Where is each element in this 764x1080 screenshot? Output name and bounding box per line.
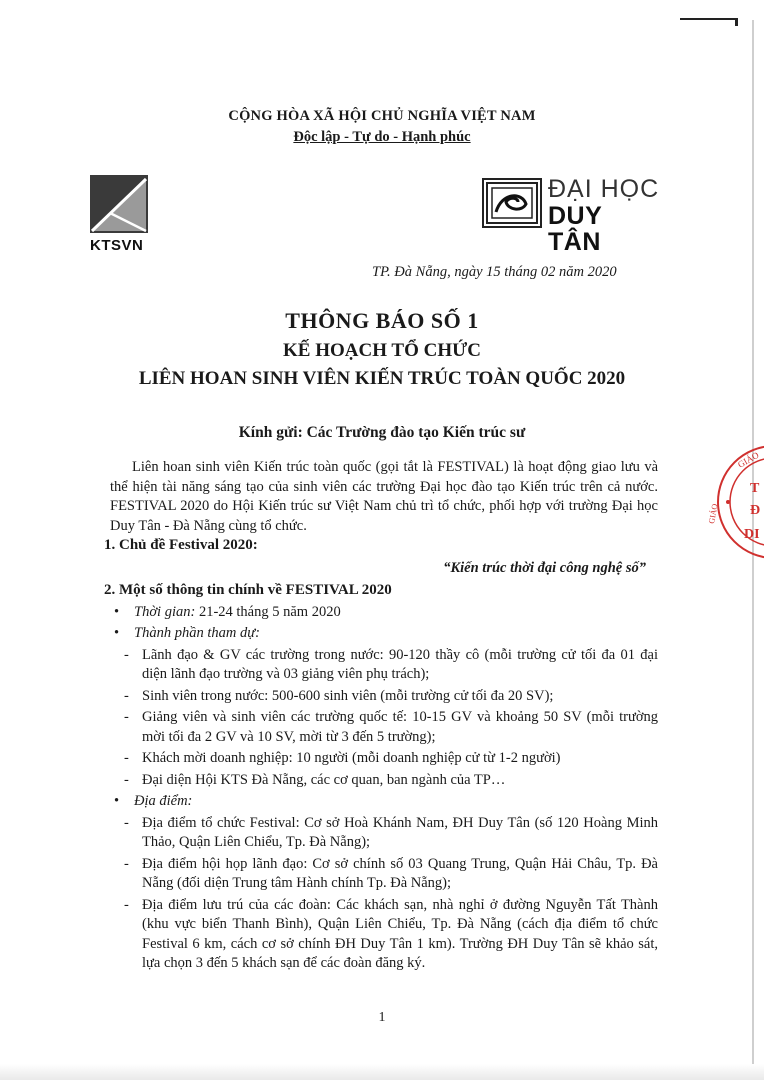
date-place-line: TP. Đà Nẵng, ngày 15 tháng 02 năm 2020 xyxy=(372,264,617,280)
scan-bottom-shadow xyxy=(0,1064,764,1080)
heading-line-3: LIÊN HOAN SINH VIÊN KIẾN TRÚC TOÀN QUỐC 2020 xyxy=(138,368,626,389)
duy-tan-logo xyxy=(482,175,662,256)
ktsvn-logo-mark xyxy=(90,175,148,233)
time-value: 21-24 tháng 5 năm 2020 xyxy=(195,603,341,620)
list-item: - Địa điểm hội họp lãnh đạo: Cơ sở chính số 03 Quang Trung, Quận Hải Châu, Tp. Đà Nẵng (đối diện Trung tâm Hành chính Tp. Đà Nẵng); xyxy=(110,855,658,894)
list-item: - Khách mời doanh nghiệp: 10 người (mỗi doanh nghiệp cử từ 1-2 người) xyxy=(110,749,658,769)
stamp-seal xyxy=(700,440,764,590)
page-number: 1 xyxy=(378,1010,386,1025)
svg-text:GIÁO: GIÁO xyxy=(736,449,761,470)
section-2-title: 2. Một số thông tin chính về FESTIVAL 2020 xyxy=(104,582,392,598)
ktsvn-logo xyxy=(90,175,154,254)
section-1-title: 1. Chủ đề Festival 2020: xyxy=(104,537,258,553)
list-item: - Lãnh đạo & GV các trường trong nước: 90-120 thầy cô (mỗi trường cử tối đa 01 đại diện lãnh đạo trường và 03 giảng viên phụ trách); xyxy=(110,646,658,685)
svg-text:DI: DI xyxy=(744,527,760,542)
list-item: - Địa điểm lưu trú của các đoàn: Các khách sạn, nhà nghỉ ở đường Nguyễn Tất Thành (khu vực biển Thanh Bình), Quận Liên Chiểu, Tp. Đà Nẵng (cách địa điểm tổ chức Festival 6 km, cách cơ sở chính ĐH Duy Tân 1 km). Trường ĐH Duy Tân sẽ khảo sát, lựa chọn 3 đến 5 khách sạn để các đoàn đăng ký. xyxy=(110,896,658,974)
location-label: Địa điểm: xyxy=(134,793,193,809)
svg-text:GIÁO: GIÁO xyxy=(707,503,720,525)
heading-line-2: KẾ HOẠCH TỔ CHỨC xyxy=(283,340,481,361)
ktsvn-abbreviation: KTSVN xyxy=(90,237,144,254)
bullet-time xyxy=(110,603,658,623)
list-item: - Sinh viên trong nước: 500-600 sinh viên (mỗi trường cử tối đa 20 SV); xyxy=(110,687,658,707)
document-heading xyxy=(0,308,764,390)
national-header xyxy=(0,108,764,146)
participants-label: Thành phần tham dự: xyxy=(134,625,260,641)
university-name-line1: ĐẠI HỌC xyxy=(548,175,660,203)
nation-title: CỘNG HÒA XÃ HỘI CHỦ NGHĨA VIỆT NAM xyxy=(228,108,536,124)
list-item: - Đại diện Hội KTS Đà Nẵng, các cơ quan, ban ngành của TP… xyxy=(110,771,658,791)
svg-text:Đ: Đ xyxy=(750,503,761,518)
salutation: Kính gửi: Các Trường đào tạo Kiến trúc sư xyxy=(238,424,526,441)
document-body xyxy=(104,458,658,974)
intro-paragraph: Liên hoan sinh viên Kiến trúc toàn quốc (gọi tắt là FESTIVAL) là hoạt động giao lưu và thể hiện tài năng sáng tạo của sinh viên các trường Đại học đào tạo Kiến trúc trên cả nước. FESTIVAL 2020 do Hội Kiến trúc sư Việt Nam chủ trì tổ chức, phối hợp với trường Đại học Duy Tân - Đà Nẵng cùng tổ chức. xyxy=(110,459,658,534)
national-motto: Độc lập - Tự do - Hạnh phúc xyxy=(293,129,471,145)
svg-text:T: T xyxy=(750,481,760,496)
duy-tan-logo-mark xyxy=(482,178,542,228)
bullet-location xyxy=(110,792,658,812)
notice-number: THÔNG BÁO SỐ 1 xyxy=(285,308,479,333)
festival-theme: “Kiến trúc thời đại công nghệ số” xyxy=(443,559,646,576)
red-stamp xyxy=(700,440,764,590)
list-item: - Giảng viên và sinh viên các trường quốc tế: 10-15 GV và khoảng 50 SV (mỗi trường mời tối đa 2 GV và 10 SV, mời từ 3 đến 5 trường); xyxy=(110,708,658,747)
list-item: - Địa điểm tổ chức Festival: Cơ sở Hoà Khánh Nam, ĐH Duy Tân (số 120 Hoàng Minh Thảo, Quận Liên Chiểu, Tp. Đà Nẵng); xyxy=(110,814,658,853)
time-label: Thời gian: xyxy=(134,603,196,620)
bullet-participants xyxy=(110,624,658,644)
university-name-line2: DUY TÂN xyxy=(548,202,602,256)
scan-edge-mark xyxy=(680,18,738,20)
